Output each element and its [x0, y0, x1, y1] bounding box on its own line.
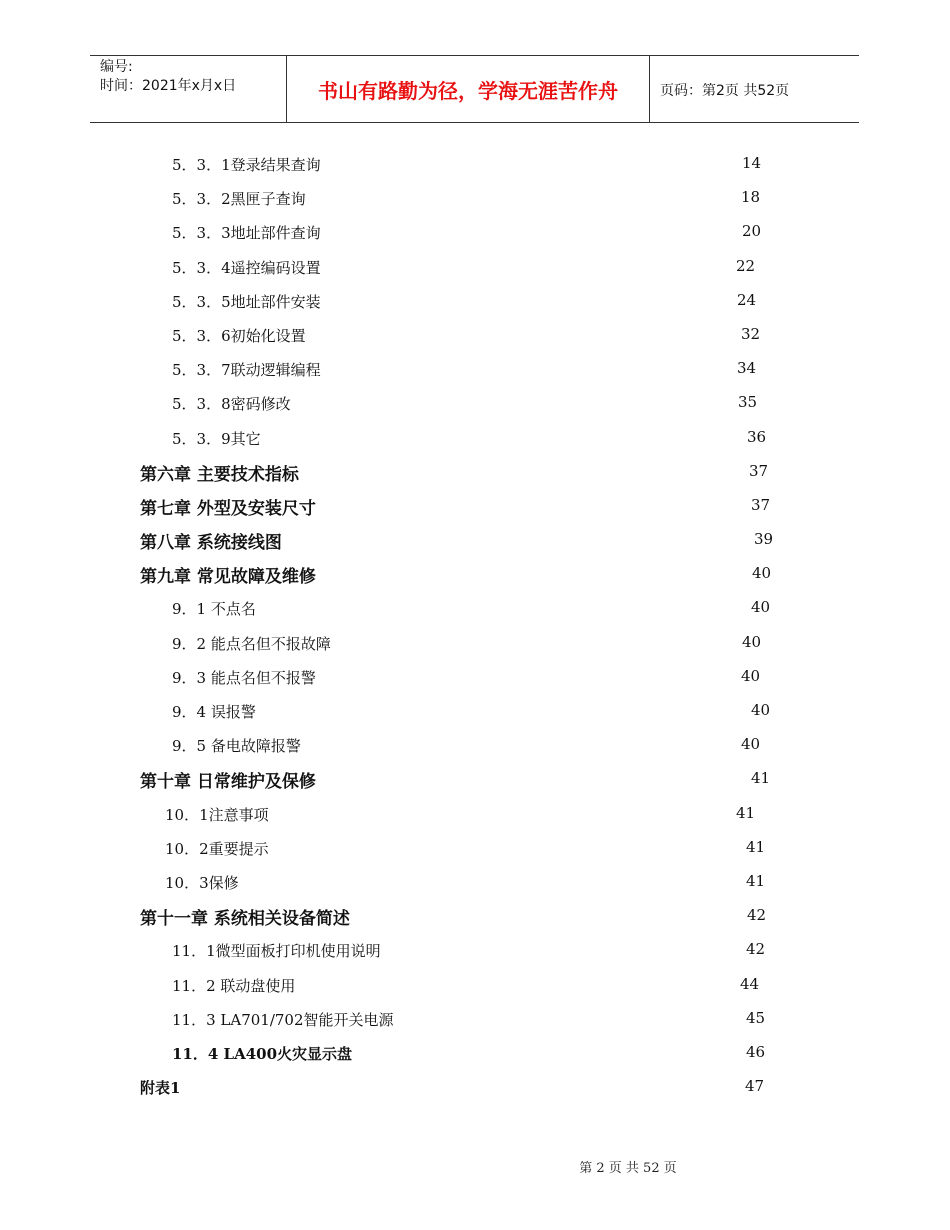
toc-entry-title: 11．1微型面板打印机使用说明: [172, 942, 381, 961]
toc-chapter[interactable]: [0, 522, 950, 556]
toc-entry-page: 41: [736, 803, 756, 822]
toc-entry-page: 44: [740, 974, 760, 993]
toc-entry-title: 5．3．8密码修改: [172, 395, 291, 414]
table-of-contents: [0, 146, 950, 1103]
toc-entry-title: 10．2重要提示: [165, 839, 269, 858]
toc-entry-page: 22: [736, 256, 756, 275]
toc-entry-title: 10．3保修: [165, 873, 239, 892]
toc-chapter-title: 第十一章 系统相关设备简述: [140, 909, 350, 930]
toc-entry[interactable]: [0, 727, 950, 761]
toc-entry-page: 47: [745, 1077, 765, 1096]
toc-entry-title: 9．4 误报警: [172, 703, 256, 721]
toc-entry[interactable]: [0, 590, 950, 624]
toc-entry-page: 46: [746, 1042, 766, 1061]
toc-entry-title: 5．3．9其它: [172, 429, 261, 448]
toc-entry[interactable]: [0, 1001, 950, 1035]
toc-entry-page: 20: [742, 222, 762, 241]
toc-entry-page: 40: [751, 598, 771, 617]
toc-entry-title: 5．3．5地址部件安装: [172, 292, 321, 311]
toc-entry[interactable]: [0, 796, 950, 830]
toc-entry-page: 14: [742, 154, 762, 172]
toc-entry-title: 5．3．6初始化设置: [172, 326, 306, 345]
toc-entry[interactable]: [0, 967, 950, 1001]
toc-entry[interactable]: [0, 283, 950, 317]
toc-entry-page: 41: [746, 871, 766, 890]
toc-entry[interactable]: [0, 932, 950, 966]
header-motto: 书山有路勤为径，学海无涯苦作舟: [286, 56, 650, 122]
toc-entry-title: 5．3．2黑匣子查询: [172, 190, 306, 209]
toc-entry-title: 11．3 LA701/702智能开关电源: [172, 1010, 394, 1029]
toc-entry[interactable]: [0, 351, 950, 385]
toc-entry[interactable]: [0, 249, 950, 283]
number-label: 编号:: [100, 59, 133, 75]
toc-entry[interactable]: [0, 864, 950, 898]
toc-entry-title: 附表1: [140, 1079, 181, 1098]
toc-chapter-title: 第九章 常见故障及维修: [140, 567, 316, 588]
toc-entry-page: 37: [751, 495, 771, 514]
toc-entry[interactable]: [0, 420, 950, 454]
toc-entry-page: 40: [742, 632, 762, 651]
toc-entry[interactable]: [0, 1069, 950, 1103]
toc-entry-page: 45: [746, 1008, 766, 1027]
time-label: 时间：2021年x月x日: [100, 78, 237, 94]
toc-entry-title: 5．3．1登录结果查询: [172, 156, 321, 174]
toc-chapter[interactable]: [0, 761, 950, 795]
toc-entry[interactable]: [0, 1035, 950, 1069]
toc-entry-title: 5．3．7联动逻辑编程: [172, 361, 321, 380]
toc-entry-page: 40: [751, 701, 771, 719]
toc-entry-page: 36: [747, 427, 767, 446]
toc-chapter-title: 第八章 系统接线图: [140, 533, 282, 554]
toc-entry-page: 40: [741, 735, 761, 754]
toc-entry[interactable]: [0, 214, 950, 248]
toc-entry[interactable]: [0, 830, 950, 864]
toc-entry-page: 40: [752, 564, 772, 583]
toc-chapter-title: 第十章 日常维护及保修: [140, 772, 316, 793]
toc-entry-title: 11．4 LA400火灾显示盘: [172, 1044, 353, 1063]
header-page-info: 页码：第2页 共52页: [660, 83, 790, 99]
toc-entry-title: 9．2 能点名但不报故障: [172, 634, 331, 653]
toc-entry-title: 9．3 能点名但不报警: [172, 668, 316, 687]
toc-entry-title: 9．1 不点名: [172, 600, 256, 619]
toc-entry[interactable]: [0, 693, 950, 727]
toc-entry-title: 9．5 备电故障报警: [172, 737, 301, 756]
toc-entry-page: 32: [741, 324, 761, 343]
toc-entry-page: 39: [754, 530, 774, 549]
toc-entry-title: 10．1注意事项: [165, 805, 269, 824]
toc-chapter[interactable]: [0, 898, 950, 932]
toc-chapter-title: 第七章 外型及安装尺寸: [140, 498, 316, 519]
toc-entry-title: 11．2 联动盘使用: [172, 976, 296, 995]
toc-chapter[interactable]: [0, 454, 950, 488]
toc-entry-page: 34: [737, 359, 757, 378]
toc-entry-page: 37: [749, 461, 769, 480]
header-meta: [100, 58, 236, 96]
toc-entry[interactable]: [0, 385, 950, 419]
toc-entry-page: 18: [741, 188, 761, 207]
toc-entry[interactable]: [0, 317, 950, 351]
toc-entry-page: 40: [741, 666, 761, 685]
toc-entry-page: 42: [746, 940, 766, 959]
page-header: [90, 55, 859, 123]
toc-entry-page: 42: [747, 906, 767, 925]
toc-entry[interactable]: [0, 180, 950, 214]
toc-entry-title: 5．3．3地址部件查询: [172, 224, 321, 243]
toc-entry-page: 41: [751, 769, 771, 788]
toc-chapter-title: 第六章 主要技术指标: [140, 464, 299, 485]
toc-entry[interactable]: [0, 146, 950, 180]
toc-chapter[interactable]: [0, 556, 950, 590]
toc-entry[interactable]: [0, 659, 950, 693]
toc-entry-title: 5．3．4遥控编码设置: [172, 258, 321, 277]
toc-entry-page: 41: [746, 837, 766, 856]
toc-chapter[interactable]: [0, 488, 950, 522]
page-footer: 第 2 页 共 52 页: [579, 1161, 677, 1176]
toc-entry-page: 24: [737, 290, 757, 309]
toc-entry-page: 35: [738, 393, 758, 412]
toc-entry[interactable]: [0, 625, 950, 659]
